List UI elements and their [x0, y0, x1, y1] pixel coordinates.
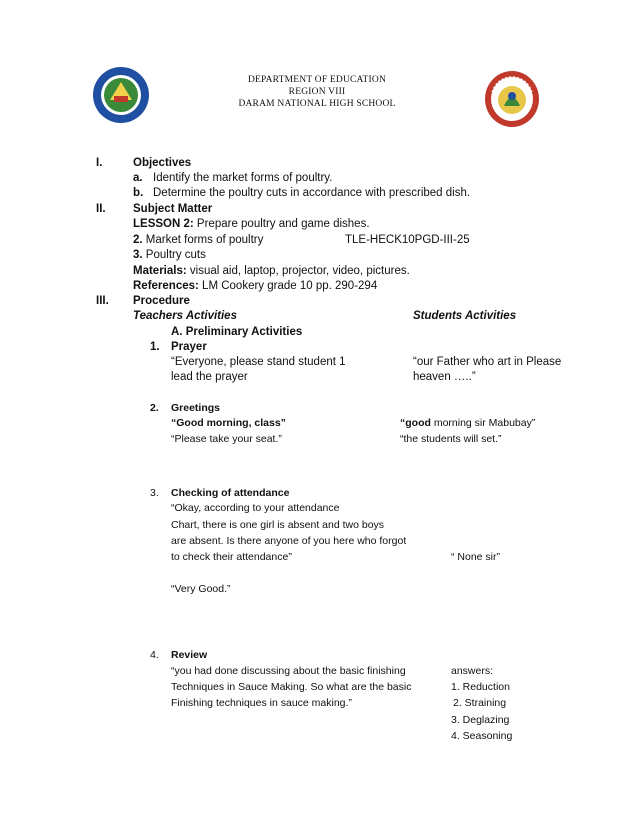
student-line: answers: [451, 665, 494, 677]
item-number: 2. [133, 234, 143, 246]
objectives-title: Objectives [133, 157, 192, 169]
lesson-text: Prepare poultry and game dishes. [196, 218, 370, 230]
curriculum-code: TLE-HECK10PGD-III-25 [345, 234, 470, 246]
teacher-line: to check their attendance” [171, 551, 292, 563]
preliminary-activities-heading: A. Preliminary Activities [171, 326, 303, 338]
item-number: 1. [150, 341, 160, 353]
materials-text: visual aid, laptop, projector, video, pictures. [189, 265, 410, 277]
materials-line [133, 264, 410, 278]
subject-title: Subject Matter [133, 203, 213, 215]
teacher-line: “you had done discussing about the basic finishing [171, 665, 406, 677]
item-number: 3. [150, 487, 159, 499]
teachers-heading: Teachers Activities [133, 310, 237, 322]
student-line: 1. Reduction [451, 681, 510, 693]
item-text: Market forms of poultry [145, 234, 264, 246]
prayer-title: Prayer [171, 341, 207, 353]
materials-label: Materials: [133, 265, 187, 277]
attendance-title: Checking of attendance [171, 487, 290, 499]
objective-a: Identify the market forms of poultry. [153, 172, 333, 184]
item-number: 3. [133, 249, 143, 261]
item-number: 4. [150, 649, 159, 661]
section-number: III. [96, 295, 109, 307]
student-line: “our Father who art in Please [413, 356, 562, 368]
greetings-title: Greetings [171, 402, 221, 414]
section-number: II. [96, 203, 106, 215]
student-line: heaven …..” [413, 371, 476, 383]
teacher-line: “Please take your seat.” [171, 433, 282, 445]
student-line: 3. Deglazing [451, 714, 510, 726]
student-line [400, 416, 535, 430]
header-school: DARAM NATIONAL HIGH SCHOOL [238, 99, 396, 109]
objective-letter: b. [133, 187, 144, 199]
references-line [133, 279, 377, 293]
references-text: LM Cookery grade 10 pp. 290-294 [202, 280, 378, 292]
section-number: I. [96, 157, 103, 169]
student-line-bold: “good [400, 417, 431, 429]
teacher-line: are absent. Is there anyone of you here who forgot [171, 535, 407, 547]
teacher-line: Finishing techniques in sauce making.” [171, 697, 352, 709]
item-number: 2. [150, 402, 159, 414]
student-line-rest: morning sir Mabubay” [430, 417, 536, 429]
teacher-line: Chart, there is one girl is absent and two boys [171, 519, 385, 531]
subject-item-3 [133, 248, 206, 262]
teacher-line: “Very Good.” [171, 583, 231, 595]
objective-b: Determine the poultry cuts in accordance with prescribed dish. [153, 187, 471, 199]
subject-item-2 [133, 233, 263, 247]
header-region: REGION VIII [288, 87, 346, 97]
student-line: “ None sir” [451, 551, 501, 563]
right-school-seal [484, 70, 540, 128]
teacher-line: “Good morning, class” [171, 417, 286, 429]
lesson-label: LESSON 2: [133, 218, 194, 230]
student-line: “the students will set.” [400, 433, 502, 445]
procedure-title: Procedure [133, 295, 190, 307]
lesson-line [133, 217, 370, 231]
students-heading: Students Activities [413, 310, 517, 322]
left-school-seal [92, 66, 150, 124]
header-department: DEPARTMENT OF EDUCATION [247, 75, 387, 85]
teacher-line: “Okay, according to your attendance [171, 502, 340, 514]
teacher-line: Techniques in Sauce Making. So what are the basic [171, 681, 412, 693]
student-line: 2. Straining [453, 697, 507, 709]
item-text: Poultry cuts [145, 249, 206, 261]
review-title: Review [171, 649, 208, 661]
teacher-line: lead the prayer [171, 371, 248, 383]
teacher-line: “Everyone, please stand student 1 [171, 356, 346, 368]
objective-letter: a. [133, 172, 143, 184]
student-line: 4. Seasoning [451, 730, 513, 742]
references-label: References: [133, 280, 199, 292]
